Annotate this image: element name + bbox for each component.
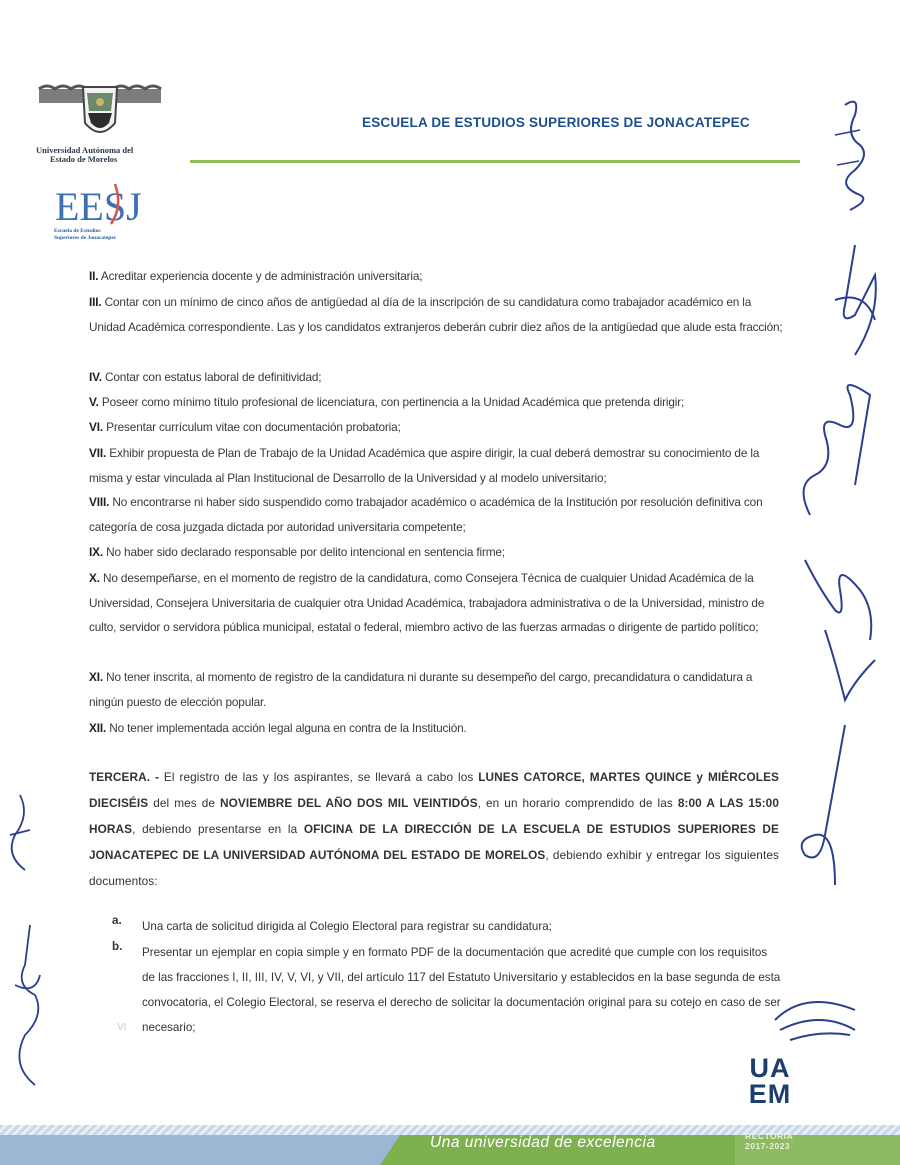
clause-days: LUNES CATORCE, MARTES QUINCE y MIÉRCOLES DIECISÉIS [89, 770, 780, 810]
tercera-clause [89, 764, 779, 894]
university-name [36, 146, 166, 164]
fraction-iv [89, 365, 784, 390]
fraction-xii [89, 716, 784, 741]
uaem-logo-line1: UA [749, 1053, 791, 1083]
clause-hours: 8:00 A LAS 15:00 HORAS [89, 796, 780, 836]
fraction-number: VII. [89, 446, 107, 460]
university-name-line1: Universidad Autónoma del [36, 145, 134, 155]
fraction-viii [89, 490, 784, 539]
eesj-logo-text: EESJ [55, 184, 142, 229]
fraction-text: No tener inscrita, al momento de registro de la candidatura ni durante su desempeño del cargo, precandidatura o candidatura a ningún puesto de elección popular. [89, 670, 753, 709]
item-letter: b. [112, 940, 123, 953]
fraction-number: VI. [89, 420, 103, 434]
item-text: Presentar un ejemplar en copia simple y en formato PDF de la documentación que acredité que cumple con los requisitos de las fracciones I, II, III, IV, V, VI, y VII, del artículo 117 del Estatuto Universitario y establecidos en la base segunda de esta convocatoria, el Colegio Electoral, se reserva el derecho de solicitar la documentación original para su cotejo en caso de ser necesario; [142, 946, 781, 1034]
signature-right-2 [815, 240, 885, 370]
uaem-seal-logo [35, 83, 165, 145]
clause-text: del mes de [148, 796, 221, 810]
clause-text: El registro de las y los aspirantes, se llevará a cabo los [159, 770, 479, 784]
fraction-number: XII. [89, 721, 107, 735]
clause-label: TERCERA. - [89, 770, 160, 784]
fraction-number: VIII. [89, 495, 110, 509]
fraction-number: IV. [89, 370, 102, 384]
fraction-text: Acreditar experiencia docente y de administración universitaria; [100, 269, 423, 283]
fraction-text: No haber sido declarado responsable por delito intencional en sentencia firme; [106, 545, 505, 559]
header-divider [190, 160, 800, 163]
rectoria-line2: 2017-2023 [745, 1141, 791, 1151]
footer-slogan: Una universidad de excelencia [430, 1134, 656, 1151]
fraction-number: V. [89, 395, 99, 409]
clause-text: , debiendo presentarse en la [132, 822, 304, 836]
fraction-number: X. [89, 571, 100, 585]
rectoria-line1: RECTORÍA [745, 1131, 794, 1141]
fraction-number: III. [89, 295, 102, 309]
fraction-number: II. [89, 269, 99, 283]
fraction-iii [89, 290, 784, 339]
fraction-ix [89, 540, 784, 565]
fraction-text: Presentar currículum vitae con documentación probatoria; [106, 420, 401, 434]
uaem-logo-line2: EM [748, 1079, 792, 1109]
signature-right-4 [795, 520, 895, 710]
fraction-v [89, 390, 784, 415]
clause-office: OFICINA DE LA DIRECCIÓN DE LA ESCUELA DE ESTUDIOS SUPERIORES DE JONACATEPEC DE LA UNIVERSIDAD AUTÓNOMA DEL ESTADO DE MORELOS [89, 822, 780, 862]
rectoria-label [745, 1131, 793, 1151]
clause-month: NOVIEMBRE DEL AÑO DOS MIL VEINTIDÓS [220, 796, 478, 810]
signature-right-1 [815, 95, 875, 215]
signature-left-2 [5, 915, 50, 1095]
eesj-subtitle [54, 228, 164, 241]
fraction-number: IX. [89, 545, 103, 559]
fraction-ii [89, 264, 784, 289]
uaem-logo [740, 1055, 800, 1107]
fraction-text: No desempeñarse, en el momento de registro de la candidatura, como Consejera Técnica de cualquier Unidad Académica de la Universidad, Consejera Universitaria de cualquier otra Unidad Académica, trabajadora administrativa o de la Universidad, ministro de culto, servidor o servidora pública municipal, estatal o federal, miembro activo de las fuerzas armadas o dirigente de partido político; [89, 571, 765, 634]
school-title: ESCUELA DE ESTUDIOS SUPERIORES DE JONACATEPEC [362, 115, 750, 130]
fraction-text: Exhibir propuesta de Plan de Trabajo de la Unidad Académica que aspire dirigir, la cual deberá demostrar su conocimiento de la misma y estar vinculada al Plan Institucional de Desarrollo de la Universidad y al modelo universitario; [89, 446, 760, 485]
fraction-vii [89, 441, 784, 490]
fraction-text: No tener implementada acción legal alguna en contra de la Institución. [109, 721, 467, 735]
faint-mark: VI [117, 1022, 127, 1033]
fraction-text: Contar con un mínimo de cinco años de antigüedad al día de la inscripción de su candidatura como trabajador académico en la Unidad Académica correspondiente. Las y los candidatos extranjeros deberán cubrir diez años de la antigüedad que alude esta fracción; [89, 295, 783, 334]
eesj-sub-line2: Superiores de Jonacatepec [54, 234, 117, 241]
fraction-number: XI. [89, 670, 103, 684]
item-text: Una carta de solicitud dirigida al Colegio Electoral para registrar su candidatura; [142, 920, 552, 933]
fraction-text: Poseer como mínimo título profesional de licenciatura, con pertinencia a la Unidad Académica que pretenda dirigir; [101, 395, 685, 409]
clause-text: , en un horario comprendido de las [477, 796, 678, 810]
fraction-text: Contar con estatus laboral de definitividad; [105, 370, 322, 384]
signature-left-1 [5, 790, 40, 880]
fraction-vi [89, 415, 784, 440]
signature-right-5 [795, 720, 855, 890]
eesj-sub-line1: Escuela de Estudios [54, 228, 101, 234]
item-letter: a. [112, 914, 122, 927]
signature-right-3 [790, 385, 870, 525]
university-name-line2: Estado de Morelos [50, 154, 118, 164]
clause-text: , debiendo exhibir y entregar los siguientes documentos: [89, 848, 779, 888]
fraction-xi [89, 665, 784, 714]
fraction-text: No encontrarse ni haber sido suspendido como trabajador académico o académica de la Institución por resolución definitiva con categoría de cosa juzgada dictada por autoridad universitaria competente; [89, 495, 763, 534]
fraction-x [89, 566, 784, 640]
signature-right-6 [770, 990, 860, 1050]
